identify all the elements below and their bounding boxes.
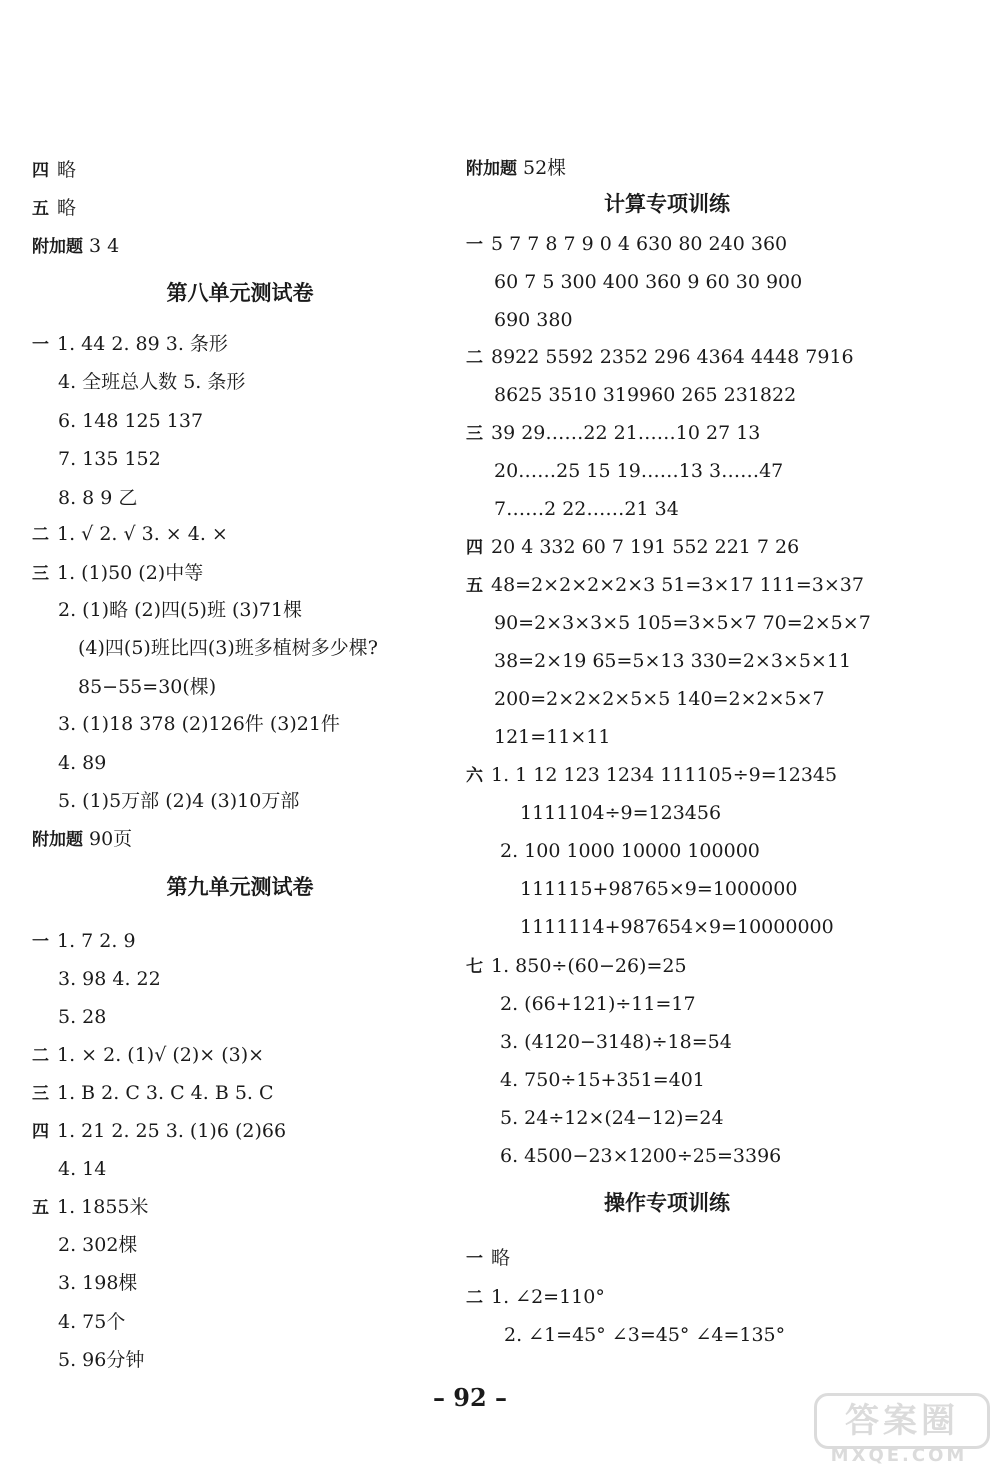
answer-text: 60 7 5 300 400 360 9 60 30 900: [494, 271, 803, 293]
question-label: 三: [32, 564, 49, 584]
question-label: 附加题: [466, 159, 517, 179]
question-label: 五: [32, 1198, 49, 1218]
answer-line: [58, 1233, 137, 1257]
answer-line: [466, 345, 854, 370]
answer-line: [520, 915, 834, 939]
answer-text: 3. 98 4. 22: [58, 968, 161, 990]
question-label: 三: [32, 1084, 49, 1104]
answer-text: 4. 75个: [58, 1311, 126, 1333]
answer-line: [58, 486, 137, 510]
answer-line: [466, 763, 837, 788]
answer-line: [32, 561, 203, 586]
answer-text: 121=11×11: [494, 726, 611, 748]
answer-text: 111115+98765×9=1000000: [520, 878, 798, 900]
answer-line: [58, 1271, 137, 1295]
answer-line: [520, 877, 797, 901]
answer-text: 1. 1 12 123 1234 111105÷9=12345: [491, 764, 838, 786]
answer-line: [500, 1068, 705, 1092]
answer-line: [466, 573, 864, 598]
answer-text: 690 380: [494, 309, 573, 331]
answer-line: [32, 522, 228, 547]
question-label: 六: [466, 766, 483, 786]
answer-text: 1. B 2. C 3. C 4. B 5. C: [57, 1082, 274, 1104]
answer-line: [32, 158, 76, 183]
answer-text: 5. 24÷12×(24−12)=24: [500, 1107, 724, 1129]
answer-line: [494, 649, 851, 673]
answer-text: 90=2×3×3×5 105=3×5×7 70=2×5×7: [494, 612, 871, 634]
answer-line: [58, 789, 299, 813]
answer-line: [32, 929, 136, 954]
question-label: 四: [32, 1122, 49, 1142]
answer-text: 4. 全班总人数 5. 条形: [58, 371, 246, 393]
answer-line: [58, 409, 203, 433]
watermark-mark: 答案圈: [814, 1393, 990, 1449]
answer-text: 略: [491, 1247, 511, 1269]
answer-text: 1. × 2. (1)√ (2)× (3)×: [57, 1044, 265, 1066]
page-number: – 92 –: [432, 1383, 508, 1412]
section-heading: 第八单元测试卷: [166, 281, 314, 305]
answer-text: 3. (4120−3148)÷18=54: [500, 1031, 732, 1053]
question-label: 一: [32, 335, 49, 355]
answer-line: [32, 332, 228, 357]
answer-line: [500, 1106, 724, 1130]
question-label: 一: [32, 932, 49, 952]
answer-line: [500, 1144, 781, 1168]
answer-text: 2. (66+121)÷11=17: [500, 993, 696, 1015]
answer-text: 3. 198棵: [58, 1272, 138, 1294]
section-heading: 操作专项训练: [604, 1191, 730, 1215]
answer-line: [58, 370, 245, 394]
answer-text: 1. ∠2=110°: [491, 1286, 605, 1308]
answer-text: 38=2×19 65=5×13 330=2×3×5×11: [494, 650, 852, 672]
answer-text: 4. 89: [58, 752, 107, 774]
answer-line: [58, 712, 340, 736]
answer-line: [494, 611, 871, 635]
answer-line: [32, 1119, 286, 1144]
answer-line: [466, 232, 787, 257]
answer-text: 8922 5592 2352 296 4364 4448 7916: [491, 346, 854, 368]
answer-text: 1111114+987654×9=10000000: [520, 916, 834, 938]
question-label: 一: [466, 1249, 483, 1269]
answer-line: [78, 675, 216, 699]
answer-line: [466, 954, 687, 979]
question-label: 二: [466, 1288, 483, 1308]
question-label: 附加题: [32, 237, 83, 257]
question-label: 四: [466, 538, 483, 558]
question-label: 一: [466, 235, 483, 255]
answer-line: [494, 308, 573, 332]
answer-text: (4)四(5)班比四(3)班多植树多少棵?: [78, 637, 378, 659]
answer-line: [494, 687, 825, 711]
answer-text: 4. 14: [58, 1158, 107, 1180]
answer-text: 1. √ 2. √ 3. × 4. ×: [57, 523, 228, 545]
answer-line: [466, 535, 799, 560]
answer-text: 3. (1)18 378 (2)126件 (3)21件: [58, 713, 340, 735]
answer-line: [466, 1285, 605, 1310]
answer-text: 1. 850÷(60−26)=25: [491, 955, 687, 977]
answer-text: 20 4 332 60 7 191 552 221 7 26: [491, 536, 800, 558]
answer-text: 略: [57, 197, 77, 219]
question-label: 二: [466, 348, 483, 368]
answer-line: [32, 1043, 264, 1068]
question-label: 五: [466, 576, 483, 596]
answer-text: 5. 28: [58, 1006, 107, 1028]
answer-text: 2. 302棵: [58, 1234, 138, 1256]
answer-text: 2. ∠1=45° ∠3=45° ∠4=135°: [504, 1324, 786, 1346]
answer-line: [58, 447, 161, 471]
answer-text: 5 7 7 8 7 9 0 4 630 80 240 360: [491, 233, 788, 255]
answer-line: [32, 234, 119, 259]
answer-text: 1. (1)50 (2)中等: [57, 562, 204, 584]
answer-line: [500, 839, 760, 863]
answer-text: 200=2×2×2×5×5 140=2×2×5×7: [494, 688, 825, 710]
answer-text: 5. (1)5万部 (2)4 (3)10万部: [58, 790, 300, 812]
answer-text: 1. 44 2. 89 3. 条形: [57, 333, 228, 355]
answer-text: 7. 135 152: [58, 448, 161, 470]
answer-text: 1. 21 2. 25 3. (1)6 (2)66: [57, 1120, 287, 1142]
answer-line: [494, 497, 679, 521]
answer-line: [32, 1081, 274, 1106]
answer-line: [520, 801, 721, 825]
answer-line: [466, 1246, 510, 1271]
answer-text: 8625 3510 319960 265 231822: [494, 384, 797, 406]
answer-text: 6. 148 125 137: [58, 410, 204, 432]
answer-text: 6. 4500−23×1200÷25=3396: [500, 1145, 782, 1167]
answer-line: [500, 992, 696, 1016]
answer-text: 2. 100 1000 10000 100000: [500, 840, 760, 862]
answer-text: 48=2×2×2×2×3 51=3×17 111=3×37: [491, 574, 864, 596]
answer-line: [494, 383, 796, 407]
answer-text: 2. (1)略 (2)四(5)班 (3)71棵: [58, 599, 303, 621]
question-label: 二: [32, 525, 49, 545]
question-label: 七: [466, 957, 483, 977]
answer-line: [466, 421, 760, 446]
answer-text: 52棵: [523, 157, 567, 179]
answer-text: 39 29……22 21……10 27 13: [491, 422, 761, 444]
answer-line: [58, 1348, 144, 1372]
section-heading: 计算专项训练: [604, 192, 730, 216]
answer-line: [32, 1195, 149, 1220]
answer-line: [58, 1310, 125, 1334]
question-label: 二: [32, 1046, 49, 1066]
answer-line: [32, 827, 132, 852]
answer-text: 20……25 15 19……13 3……47: [494, 460, 784, 482]
question-label: 附加题: [32, 830, 83, 850]
answer-line: [58, 751, 106, 775]
answer-line: [494, 459, 783, 483]
answer-line: [78, 636, 378, 660]
question-label: 三: [466, 424, 483, 444]
watermark-logo: [814, 1393, 984, 1467]
answer-text: 1111104÷9=123456: [520, 802, 722, 824]
answer-line: [466, 156, 566, 181]
answer-text: 90页: [89, 828, 133, 850]
answer-line: [58, 598, 302, 622]
answer-line: [32, 196, 76, 221]
answer-text: 85−55=30(棵): [78, 676, 217, 698]
answer-text: 1. 1855米: [57, 1196, 149, 1218]
answer-text: 3 4: [89, 235, 120, 257]
answer-line: [504, 1323, 785, 1347]
answer-text: 8. 8 9 乙: [58, 487, 138, 509]
answer-line: [58, 1157, 106, 1181]
answer-text: 略: [57, 159, 77, 181]
watermark-site: MXQE.COM: [830, 1445, 968, 1466]
answer-line: [58, 1005, 106, 1029]
section-heading: 第九单元测试卷: [166, 875, 314, 899]
answer-text: 1. 7 2. 9: [57, 930, 136, 952]
answer-line: [500, 1030, 732, 1054]
question-label: 四: [32, 161, 49, 181]
answer-line: [58, 967, 161, 991]
answer-line: [494, 725, 610, 749]
answer-text: 4. 750÷15+351=401: [500, 1069, 705, 1091]
question-label: 五: [32, 199, 49, 219]
answer-line: [494, 270, 802, 294]
answer-text: 7……2 22……21 34: [494, 498, 679, 520]
answer-text: 5. 96分钟: [58, 1349, 145, 1371]
